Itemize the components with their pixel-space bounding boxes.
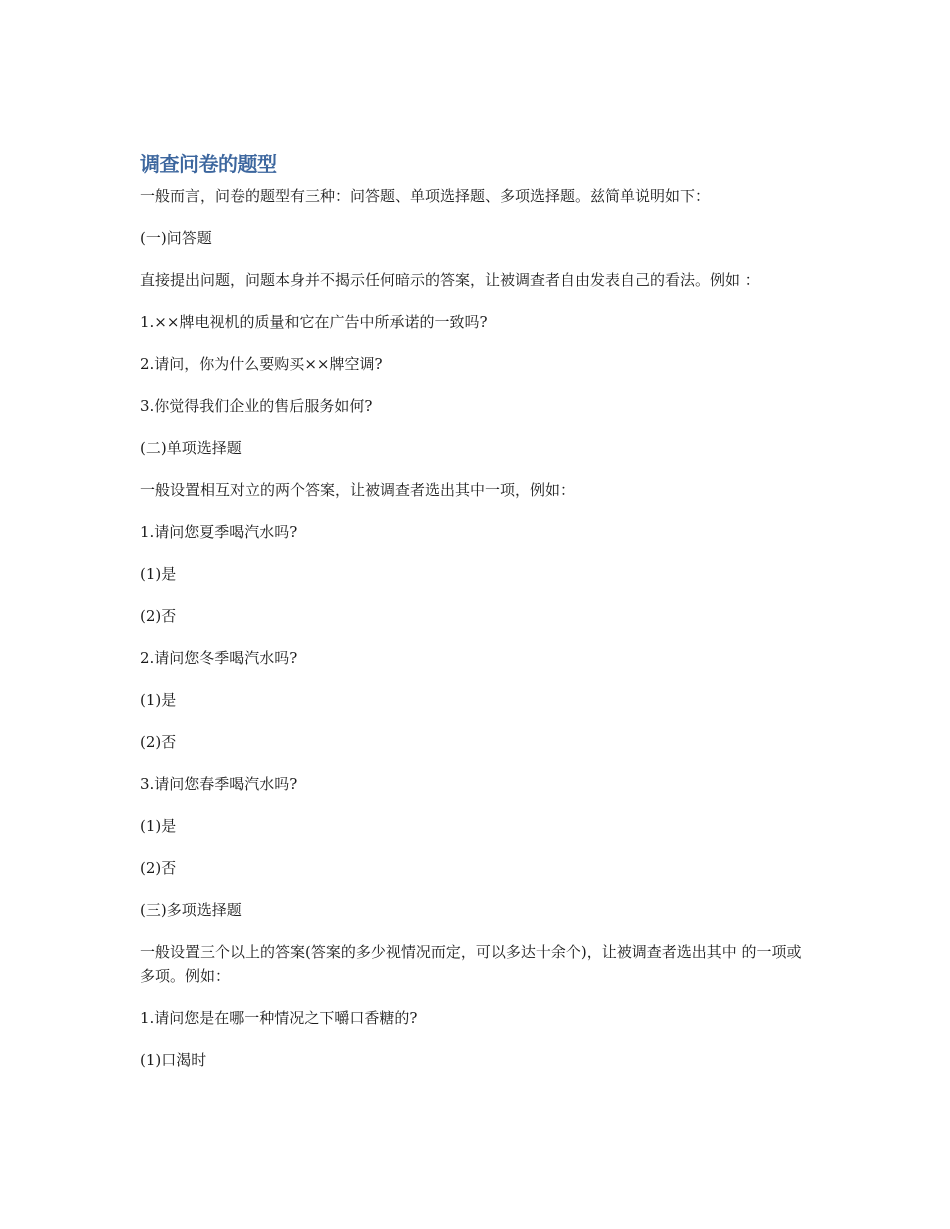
multiple-choice-question-1: 1.请问您是在哪一种情况之下嚼口香糖的? xyxy=(140,1009,418,1027)
section-heading-qa: (一)问答题 xyxy=(140,229,212,247)
single-choice-option: (2)否 xyxy=(140,733,177,751)
section-heading-multiple-choice: (三)多项选择题 xyxy=(140,901,242,919)
multiple-choice-description: 一般设置三个以上的答案(答案的多少视情况而定，可以多达十余个)，让被调查者选出其中 的一项或多项。例如： xyxy=(140,943,802,985)
qa-description: 直接提出问题，问题本身并不揭示任何暗示的答案，让被调查者自由发表自己的看法。例如 ： xyxy=(140,271,760,289)
multiple-choice-option: (1)口渴时 xyxy=(140,1051,207,1069)
single-choice-option: (1)是 xyxy=(140,817,177,835)
qa-example-1: 1.××牌电视机的质量和它在广告中所承诺的一致吗? xyxy=(140,313,488,331)
single-choice-option: (1)是 xyxy=(140,691,177,709)
single-choice-option: (2)否 xyxy=(140,859,177,877)
single-choice-question-2: 2.请问您冬季喝汽水吗? xyxy=(140,649,298,667)
document-page xyxy=(140,148,812,1090)
single-choice-question-3: 3.请问您春季喝汽水吗? xyxy=(140,775,298,793)
single-choice-question-1: 1.请问您夏季喝汽水吗? xyxy=(140,523,298,541)
qa-example-2: 2.请问，你为什么要购买××牌空调? xyxy=(140,355,383,373)
qa-example-3: 3.你觉得我们企业的售后服务如何? xyxy=(140,397,373,415)
single-choice-option: (1)是 xyxy=(140,565,177,583)
section-heading-single-choice: (二)单项选择题 xyxy=(140,439,242,457)
intro-paragraph: 一般而言，问卷的题型有三种：问答题、单项选择题、多项选择题。兹简单说明如下： xyxy=(140,187,711,205)
single-choice-option: (2)否 xyxy=(140,607,177,625)
document-title: 调查问卷的题型 xyxy=(140,152,277,176)
single-choice-description: 一般设置相互对立的两个答案，让被调查者选出其中一项，例如： xyxy=(140,481,576,499)
